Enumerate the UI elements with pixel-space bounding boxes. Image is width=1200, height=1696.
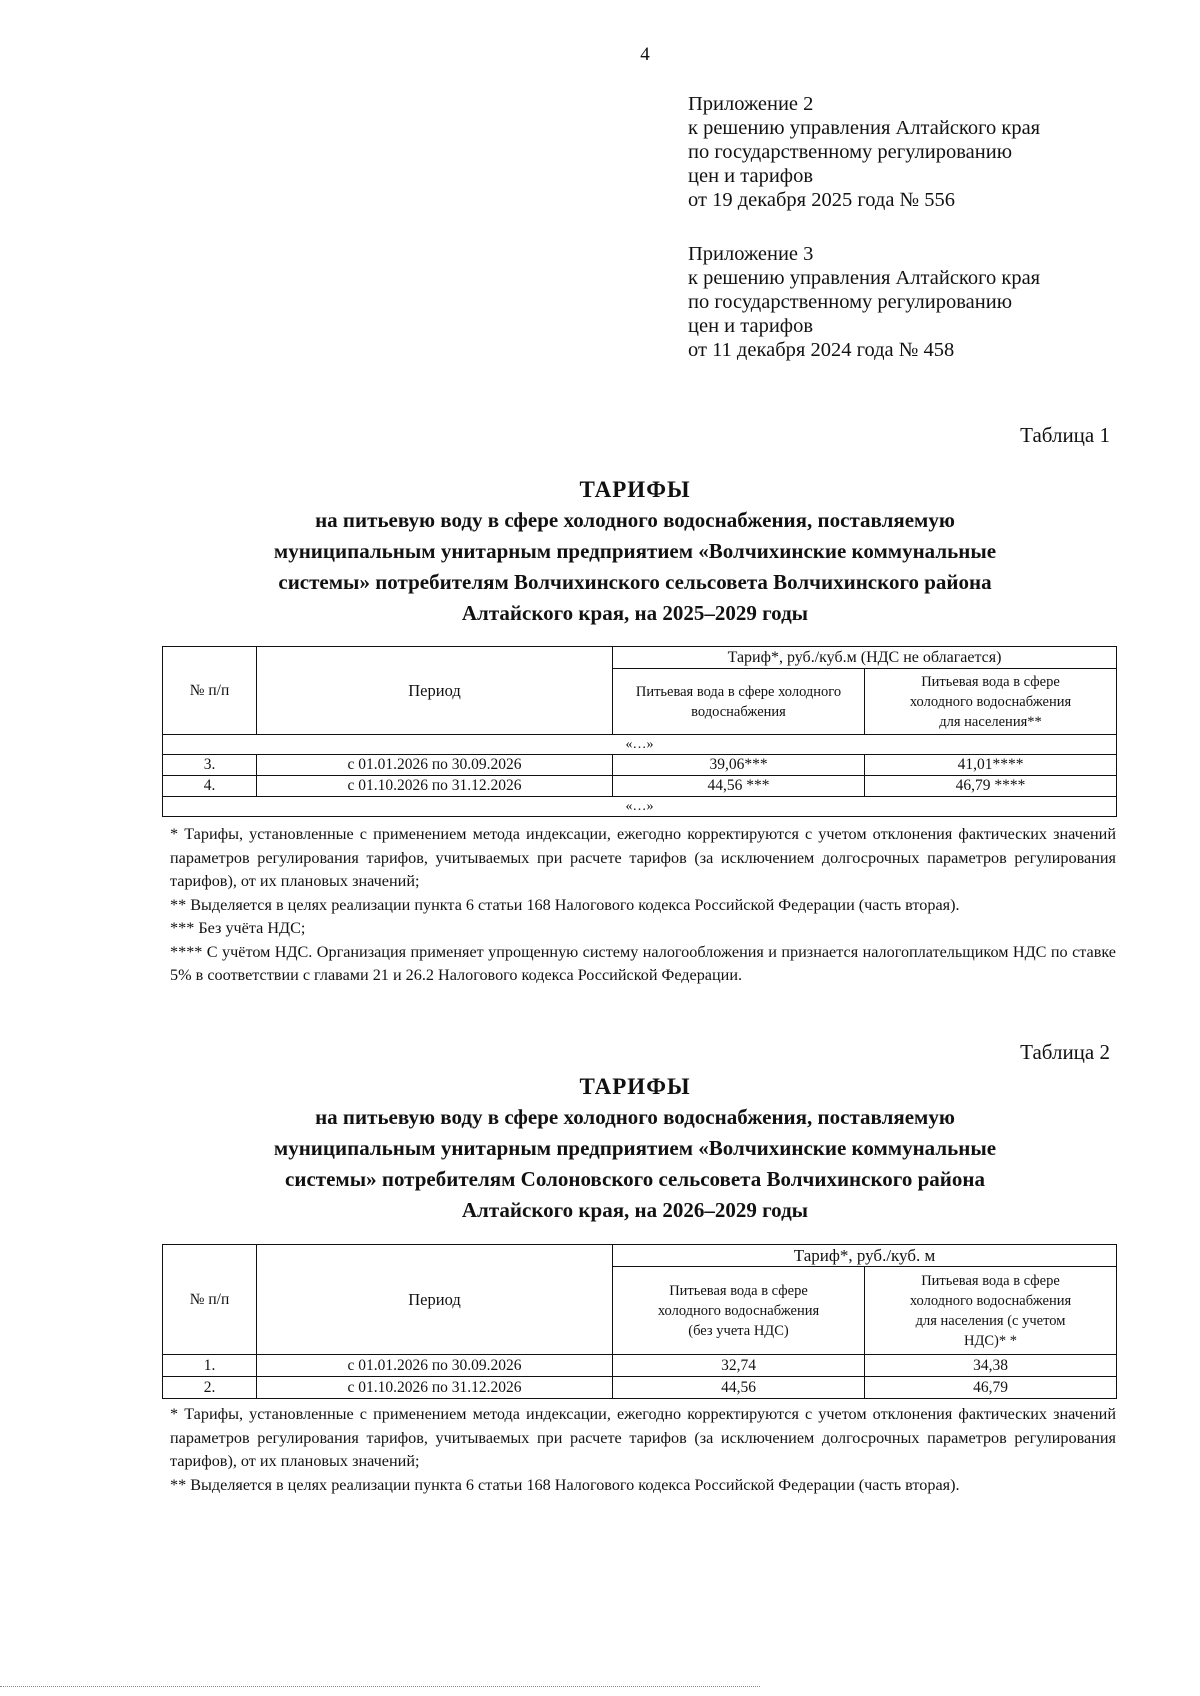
- appendix-3-line: к решению управления Алтайского края: [688, 267, 1041, 289]
- cell-period: с 01.10.2026 по 31.12.2026: [257, 1377, 613, 1399]
- appendix-2-line: к решению управления Алтайского края: [688, 117, 1041, 139]
- ellipsis-row: «…»: [163, 797, 1117, 817]
- header-col-b: [865, 1267, 1117, 1355]
- table-2-label: Таблица 2: [1020, 1040, 1110, 1064]
- cell-tariff-a: 32,74: [613, 1355, 865, 1377]
- appendix-2-line: Приложение 2: [688, 93, 814, 115]
- table-1-title-heading: ТАРИФЫ: [579, 477, 691, 502]
- header-col-b-line: НДС)* *: [964, 1332, 1017, 1349]
- footnote: * Тарифы, установленные с применением метода индексации, ежегодно корректируются с учетом отклонения фактических значений параметров регулирования тарифов, учитываемых при расчете тарифов (за исключением долгосрочных параметров регулирования тарифов), от их плановых значений;: [170, 1405, 1116, 1470]
- appendix-3-line: Приложение 3: [688, 243, 814, 265]
- table-1-title: [190, 475, 1080, 629]
- table-2-notes: [170, 1403, 1116, 1497]
- table-1-subtitle-line: системы» потребителям Волчихинского сельсовета Волчихинского района: [278, 570, 992, 594]
- table-2-title-heading: ТАРИФЫ: [579, 1074, 691, 1099]
- header-col-b-line: Питьевая вода в сфере: [921, 1272, 1060, 1289]
- appendix-3-line: по государственному регулированию: [688, 291, 1013, 313]
- footnote: ** Выделяется в целях реализации пункта 6 статьи 168 Налогового кодекса Российской Федерации (часть вторая).: [170, 1475, 960, 1494]
- tariff-table-1: [162, 646, 1117, 817]
- footnote: **** С учётом НДС. Организация применяет упрощенную систему налогообложения и признается налогоплательщиком НДС по ставке 5% в соответствии с главами 21 и 26.2 Налогового кодекса Российской Федерации.: [170, 942, 1116, 984]
- table-row: [163, 776, 1117, 797]
- table-1-notes: [170, 823, 1116, 988]
- header-col-a-line: (без учета НДС): [688, 1322, 789, 1339]
- table-2-subtitle-line: муниципальным унитарным предприятием «Волчихинские коммунальные: [273, 1136, 997, 1160]
- header-tariff: Тариф*, руб./куб.м (НДС не облагается): [613, 647, 1117, 669]
- cell-period: с 01.10.2026 по 31.12.2026: [257, 776, 613, 797]
- table-2-subtitle-line: Алтайского края, на 2026–2029 годы: [461, 1198, 809, 1222]
- header-col-a: Питьевая вода в сфере холодного водоснабжения: [613, 669, 865, 735]
- page-number: 4: [640, 44, 650, 65]
- cell-tariff-b: 34,38: [865, 1355, 1117, 1377]
- header-period: Период: [257, 647, 613, 735]
- cell-period: с 01.01.2026 по 30.09.2026: [257, 1355, 613, 1377]
- tariff-table-2: [162, 1244, 1117, 1399]
- table-2-subtitle-line: системы» потребителям Солоновского сельсовета Волчихинского района: [285, 1167, 985, 1191]
- header-number: № п/п: [163, 647, 257, 735]
- header-col-a-line: Питьевая вода в сфере: [669, 1282, 808, 1299]
- table-row: [163, 1377, 1117, 1399]
- header-tariff: Тариф*, руб./куб. м: [613, 1245, 1117, 1267]
- header-col-b-line: для населения (с учетом: [915, 1312, 1066, 1329]
- header-number: № п/п: [163, 1245, 257, 1355]
- appendix-3-line: от 11 декабря 2024 года № 458: [688, 339, 955, 361]
- appendix-3-block: [688, 242, 1158, 362]
- table-1-subtitle-line: Алтайского края, на 2025–2029 годы: [461, 601, 809, 625]
- table-2-subtitle-line: на питьевую воду в сфере холодного водоснабжения, поставляемую: [315, 1105, 955, 1129]
- table-1-subtitle-line: на питьевую воду в сфере холодного водоснабжения, поставляемую: [315, 508, 955, 532]
- cell-number: 4.: [163, 776, 257, 797]
- cell-tariff-b: 46,79: [865, 1377, 1117, 1399]
- header-col-b-line: Питьевая вода в сфере: [921, 673, 1060, 690]
- appendix-2-line: по государственному регулированию: [688, 141, 1013, 163]
- footnote: ** Выделяется в целях реализации пункта 6 статьи 168 Налогового кодекса Российской Федерации (часть вторая).: [170, 895, 960, 914]
- cell-number: 2.: [163, 1377, 257, 1399]
- header-col-b-line: холодного водоснабжения: [909, 1292, 1072, 1309]
- header-col-b: [865, 669, 1117, 735]
- table-2-title: [190, 1072, 1080, 1226]
- header-col-a: [613, 1267, 865, 1355]
- header-col-b-line: для населения**: [939, 713, 1042, 730]
- appendix-2-line: от 19 декабря 2025 года № 556: [688, 189, 955, 211]
- footnote: * Тарифы, установленные с применением метода индексации, ежегодно корректируются с учетом отклонения фактических значений параметров регулирования тарифов, учитываемых при расчете тарифов (за исключением долгосрочных параметров регулирования тарифов), от их плановых значений;: [170, 825, 1116, 890]
- cell-number: 3.: [163, 755, 257, 776]
- cell-tariff-a: 39,06***: [613, 755, 865, 776]
- header-col-b-line: холодного водоснабжения: [909, 693, 1072, 710]
- cell-tariff-a: 44,56: [613, 1377, 865, 1399]
- ellipsis-row: «…»: [163, 735, 1117, 755]
- appendix-2-block: [688, 92, 1158, 212]
- table-row: [163, 755, 1117, 776]
- header-period: Период: [257, 1245, 613, 1355]
- footnote: *** Без учёта НДС;: [170, 919, 306, 937]
- cell-tariff-a: 44,56 ***: [613, 776, 865, 797]
- cell-tariff-b: 41,01****: [865, 755, 1117, 776]
- table-row: [163, 1355, 1117, 1377]
- scan-edge-line: [0, 1686, 760, 1688]
- header-col-a-line: холодного водоснабжения: [657, 1302, 820, 1319]
- appendix-3-line: цен и тарифов: [688, 315, 814, 337]
- cell-period: с 01.01.2026 по 30.09.2026: [257, 755, 613, 776]
- table-1-label: Таблица 1: [1020, 423, 1110, 447]
- cell-number: 1.: [163, 1355, 257, 1377]
- table-1-subtitle-line: муниципальным унитарным предприятием «Волчихинские коммунальные: [273, 539, 997, 563]
- cell-tariff-b: 46,79 ****: [865, 776, 1117, 797]
- appendix-2-line: цен и тарифов: [688, 165, 814, 187]
